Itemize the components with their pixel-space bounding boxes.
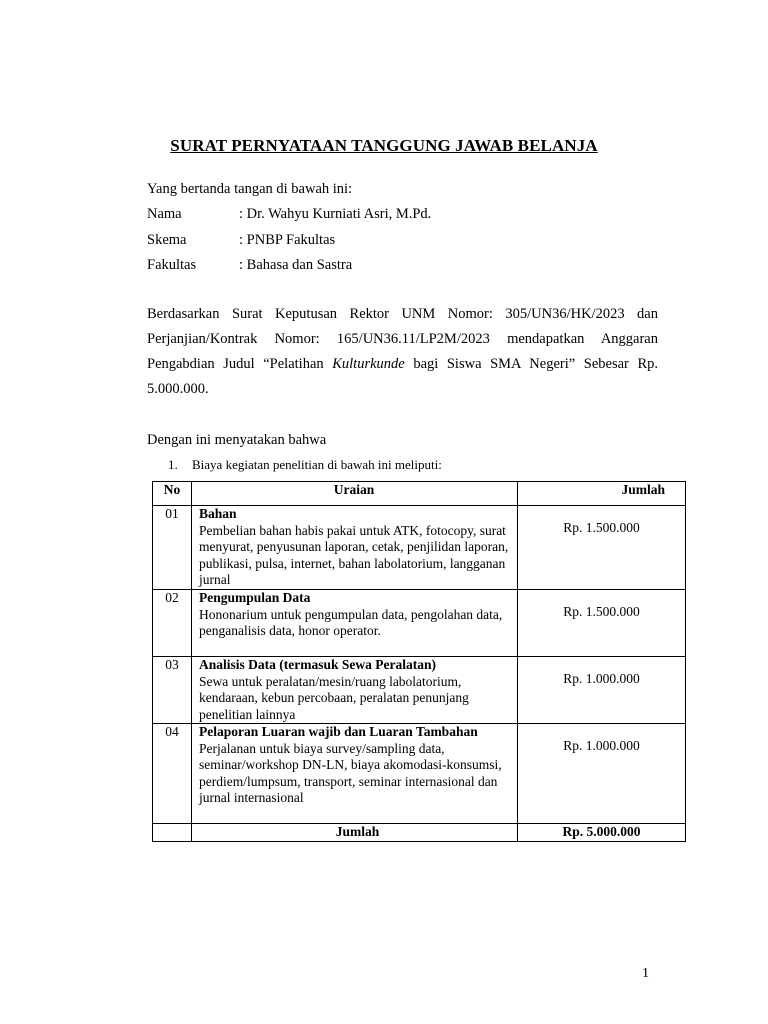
header-no: No bbox=[153, 482, 192, 506]
field-skema bbox=[147, 232, 335, 249]
field-fakultas bbox=[147, 257, 352, 274]
header-uraian: Uraian bbox=[192, 482, 518, 506]
field-value: : Bahasa dan Sastra bbox=[239, 257, 353, 273]
row-jumlah bbox=[518, 657, 686, 724]
row-amount: Rp. 1.500.000 bbox=[563, 520, 640, 535]
field-nama bbox=[147, 206, 431, 223]
table-row bbox=[153, 724, 686, 824]
header-jumlah: Jumlah bbox=[518, 482, 686, 506]
row-amount: Rp. 1.000.000 bbox=[563, 738, 640, 753]
row-desc: Hononarium untuk pengumpulan data, pengolahan data, penganalisis data, honor operator. bbox=[199, 606, 503, 638]
row-no: 04 bbox=[153, 724, 192, 824]
row-jumlah bbox=[518, 506, 686, 590]
row-uraian bbox=[192, 657, 518, 724]
page-number: 1 bbox=[642, 966, 649, 981]
field-label: Fakultas bbox=[147, 257, 197, 273]
row-uraian bbox=[192, 590, 518, 657]
row-desc: Pembelian bahan habis pakai untuk ATK, fotocopy, surat menyurat, penyusunan laporan, cetak, penjilidan laporan, publikasi, pulsa, internet, bahan labolatorium, langganan jurnal bbox=[199, 522, 509, 587]
row-amount: Rp. 1.500.000 bbox=[563, 604, 640, 619]
field-value: : PNBP Fakultas bbox=[239, 232, 336, 248]
row-no: 01 bbox=[153, 506, 192, 590]
list-item bbox=[168, 457, 442, 473]
row-title: Pelaporan Luaran wajib dan Luaran Tambahan bbox=[199, 724, 478, 739]
table-row bbox=[153, 590, 686, 657]
paragraph-text-end: bagi Siswa SMA Negeri” Sebesar Rp. 5.000.000. bbox=[147, 356, 659, 397]
row-jumlah bbox=[518, 724, 686, 824]
paragraph-italic: Kulturkunde bbox=[332, 356, 405, 372]
row-jumlah bbox=[518, 590, 686, 657]
intro-text: Yang bertanda tangan di bawah ini: bbox=[147, 181, 353, 197]
field-value: : Dr. Wahyu Kurniati Asri, M.Pd. bbox=[239, 206, 432, 222]
table-total-row bbox=[153, 824, 686, 842]
table-row bbox=[153, 506, 686, 590]
row-uraian bbox=[192, 506, 518, 590]
page-title: SURAT PERNYATAAN TANGGUNG JAWAB BELANJA bbox=[170, 136, 598, 155]
row-title: Bahan bbox=[199, 506, 237, 521]
field-label: Nama bbox=[147, 206, 182, 222]
list-text: Biaya kegiatan penelitian di bawah ini meliputi: bbox=[192, 457, 442, 472]
list-number: 1. bbox=[168, 457, 178, 472]
table-row bbox=[153, 657, 686, 724]
row-title: Analisis Data (termasuk Sewa Peralatan) bbox=[199, 657, 436, 672]
body-paragraph bbox=[147, 302, 658, 402]
total-no bbox=[153, 824, 192, 842]
row-no: 02 bbox=[153, 590, 192, 657]
row-desc: Perjalanan untuk biaya survey/sampling data, seminar/workshop DN-LN, biaya akomodasi-konsumsi, perdiem/lumpsum, transport, seminar internasional dan jurnal internasional bbox=[199, 740, 502, 805]
row-uraian bbox=[192, 724, 518, 824]
row-no: 03 bbox=[153, 657, 192, 724]
total-amount: Rp. 5.000.000 bbox=[518, 824, 686, 842]
statement-text: Dengan ini menyatakan bahwa bbox=[147, 432, 327, 448]
total-label: Jumlah bbox=[192, 824, 518, 842]
table-header-row bbox=[153, 482, 686, 506]
row-amount: Rp. 1.000.000 bbox=[563, 671, 640, 686]
row-title: Pengumpulan Data bbox=[199, 590, 311, 605]
budget-table bbox=[152, 481, 686, 842]
field-label: Skema bbox=[147, 232, 187, 248]
row-desc: Sewa untuk peralatan/mesin/ruang labolatorium, kendaraan, kebun percobaan, peralatan penunjang penelitian lainnya bbox=[199, 673, 469, 722]
paragraph-text: Berdasarkan Surat Keputusan Rektor UNM Nomor: 305/UN36/HK/2023 dan Perjanjian/Kontrak Nomor: 165/UN36.11/LP2M/2023 mendapatkan Anggaran Pengabdian Judul “Pelatihan bbox=[147, 306, 658, 372]
